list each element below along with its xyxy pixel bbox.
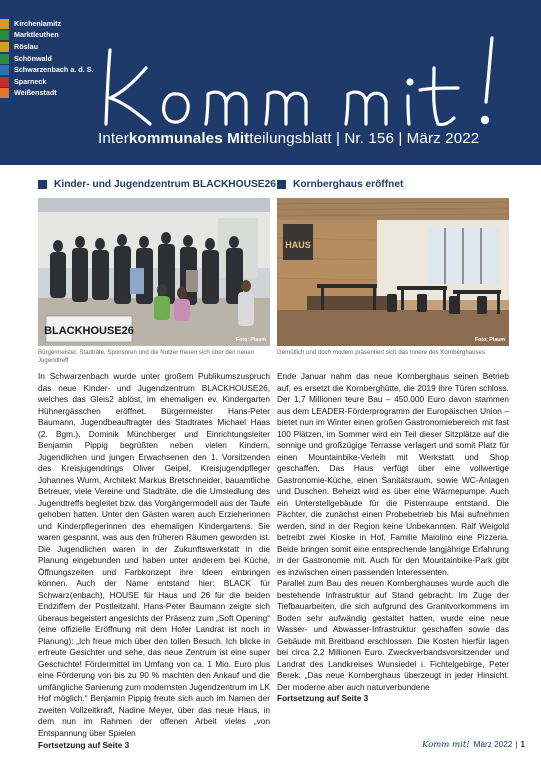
- municipality-name: Marktleuthen: [14, 30, 59, 40]
- blackhouse-sign-text: BLACKHOUSE26: [44, 325, 134, 337]
- municipality-item: [0, 88, 94, 100]
- article-photo-group: [38, 198, 270, 346]
- article-heading: [38, 177, 276, 191]
- subtitle-part: Inter: [98, 130, 129, 147]
- masthead-logo: [98, 28, 534, 130]
- municipality-name: Kirchenlamitz: [14, 18, 62, 28]
- municipality-name: Röslau: [14, 41, 38, 51]
- page-footer: [422, 740, 525, 750]
- group-photo-illustration: [38, 198, 270, 346]
- municipality-item: [0, 41, 94, 53]
- photo-caption: Gemütlich und doch modern präsentiert sich das Innere des Kornberghauses: [277, 349, 485, 356]
- article-blackhouse: [38, 177, 276, 751]
- article-paragraph: Parallel zum Bau des neuen Kornberghauses wurde auch die bestehende Infrastruktur auf Stand gebracht. Im Zuge der Tiefbauarbeiten, die sich aufgrund des Granitvorkommens im Boden sehr aufwändig gestaltet hatten, wurde eine neue Wasser- und Abwasser-Infrastruktur geschaffen sowie das Gebäude mit Breitband erschlossen. Die Kosten hierfür lagen bei circa 2,2 Millionen Euro. Zweckverbandsvorsitzender und Landrat des Landkreises Wunsiedel i. Fichtelgebirge, Peter Berek: „Das neue Kornberghaus überzeugt in jeder Hinsicht. Der moderne aber auch naturverbundene: [277, 578, 509, 692]
- article-paragraph: Ende Januar nahm das neue Kornberghaus seinen Betrieb auf, es ersetzt die Kornberghütte, die 2019 ihre Türen schloss. Der 1,7 Millionen teure Bau – 450.000 Euro davon stammen aus dem LEADER-Förderprogramm der Europäischen Union – bietet nun im Winter einen großen Gastronomiebereich mit fast 100 Plätzen, im Sommer wird ein Teil dieser Sitzplätze auf die sonnige und großzügige Terrasse verlagert und somit Platz für einen Mountainbike-Verleih mit Werkstatt und Shop geschaffen. Das Haus verfügt über eine vollwertige Gastronomie-Küche, einen Sanitätsraum, sowie WC-Anlagen und Duschen. Beheizt wird es über eine Wärmepumpe. Auch ein Unterstellgebäude für die Pistenraupe entstand. Die Pächter, die zunächst einen Probebetrieb bis Mai aufnehmen werden, sind in der Region keine Unbekannten. Ralf Weigold betreibt zwei Kioske in Hof, Familie Maiolino eine Pizzeria. Beide bringen somit eine entsprechende langjährige Erfahrung in der Gastronomie mit. Auch für den Mountainbike-Park gibt es inzwischen einen passenden Interessenten.: [277, 371, 509, 577]
- municipality-item: [0, 76, 94, 88]
- continued-note: Fortsetzung auf Seite 3: [38, 739, 130, 750]
- municipality-name: Schönwald: [14, 53, 52, 63]
- municipality-color-swatch: [0, 42, 9, 52]
- footer-date: März 2022: [473, 740, 513, 749]
- continued-note: Fortsetzung auf Seite 3: [277, 693, 369, 704]
- footer-brand: Komm mit!: [422, 740, 470, 750]
- municipality-color-swatch: [0, 30, 9, 40]
- footer-separator: |: [515, 740, 518, 749]
- haus-sign-text: HAUS: [285, 240, 311, 250]
- municipality-color-swatch: [0, 77, 9, 87]
- article-body: [277, 371, 509, 705]
- municipality-item: [0, 53, 94, 65]
- komm-mit-script-logo: [98, 28, 534, 130]
- interior-photo-illustration: [277, 198, 509, 346]
- article-heading: [277, 177, 509, 191]
- municipality-name: Sparneck: [14, 76, 47, 86]
- heading-square-icon: [38, 180, 47, 189]
- masthead-subtitle: [98, 130, 479, 147]
- municipality-item: [0, 18, 94, 30]
- photo-credit: Foto: Plaum: [475, 337, 505, 343]
- municipality-color-swatch: [0, 88, 9, 98]
- heading-square-icon: [277, 180, 286, 189]
- article-title: Kinder- und Jugendzentrum BLACKHOUSE26: [54, 178, 276, 190]
- article-body: [38, 371, 270, 751]
- municipality-name: Weißenstadt: [14, 88, 57, 98]
- municipality-name: Schwarzenbach a. d. S.: [14, 65, 94, 75]
- subtitle-part-bold: kommunales: [128, 130, 228, 147]
- municipality-color-swatch: [0, 54, 9, 64]
- municipality-color-swatch: [0, 19, 9, 29]
- article-kornberghaus: [277, 177, 509, 705]
- municipality-list: [0, 18, 94, 99]
- article-photo-interior: [277, 198, 509, 346]
- article-title: Kornberghaus eröffnet: [293, 178, 404, 190]
- page-number: 1: [520, 740, 526, 749]
- photo-caption: Bürgermeister, Stadträte, Sponsoren und die Nutzer freuen sich über den neuen Jugendtreff: [38, 349, 255, 364]
- subtitle-part: teilungsblatt | Nr. 156 | März 2022: [249, 130, 480, 147]
- municipality-item: [0, 64, 94, 76]
- subtitle-part: Mit: [227, 130, 250, 147]
- article-paragraph: In Schwarzenbach wurde unter großem Publikumszuspruch das neue Kinder- und Jugendzentrum BLACKHOUSE26, welches das Gleis2 ablöst, im ehemaligen ev. Kindergarten Hühnergässchen eröffnet. Bürgermeister Hans-Peter Baumann, Jugendbeauftragter des Stadtrates Michael Haas (2. Bgm.), Dominik Münchberger und Einrichtungsleiter Benjamin Pippig begrüßten neben vielen Kindern, Jugendlichen und jungen Erwachsenen den 1. Vorsitzenden des Kreisjugendrings Oliver Geipel, Kreisjugendpfleger Johannes Wurm, Architekt Markus Bretschneider, bauamtliche Betreuer, viele Vereine und Stadträte, die die Umsiedlung des Jugendtreffs begleitet bzw. das Vorgängermodell aus der Taufe gehoben hatten. Unter den Gästen waren auch Erzieherinnen und Kinderpflegerinnen des ehemaligen Kindergartens. Sie waren gespannt, was aus den früheren Räumen geworden ist. Die Jugendlichen waren in der Zukunftswerkstatt in die Planung eingebunden und haben unter anderem bei Küche, Öffnungszeiten und Farbkonzept ihre Ideen einbringen können. Auch der Name entstand hier: BLACK für Schwarz(enbach), HOUSE für Haus und 26 für die beiden Endziffern der Postleitzahl. Hans-Peter Baumann zeigte sich überaus begeistert angesichts der Präsenz zum „Soft Opening“ (eine offizielle Eröffnung mit dem Hofer Landrat ist noch in Planung): „Ich freue mich über den tollen Besuch. Ich blicke in erfreute Gesichter und sehe, das neue Zentrum ist eine super Geschichte! Fördermittel im Umfang von ca. 1 Mio. Euro plus eine Förderung von bis zu 90 % machten den Ankauf und die umfängliche Sanierung zum modernsten Jugendzentrum im LK Hof möglich.“ Benjamin Pippig freute sich auch im Namen der zweiten Vollzeitkraft, Nadine Meyer, über das neue Haus, in dem nun im Rahmen der offenen Arbeit vieles „von Entspannung über Spielen: [38, 371, 270, 738]
- municipality-item: [0, 30, 94, 42]
- municipality-color-swatch: [0, 65, 9, 75]
- masthead: [0, 0, 541, 165]
- photo-credit: Foto: Plaum: [236, 337, 266, 343]
